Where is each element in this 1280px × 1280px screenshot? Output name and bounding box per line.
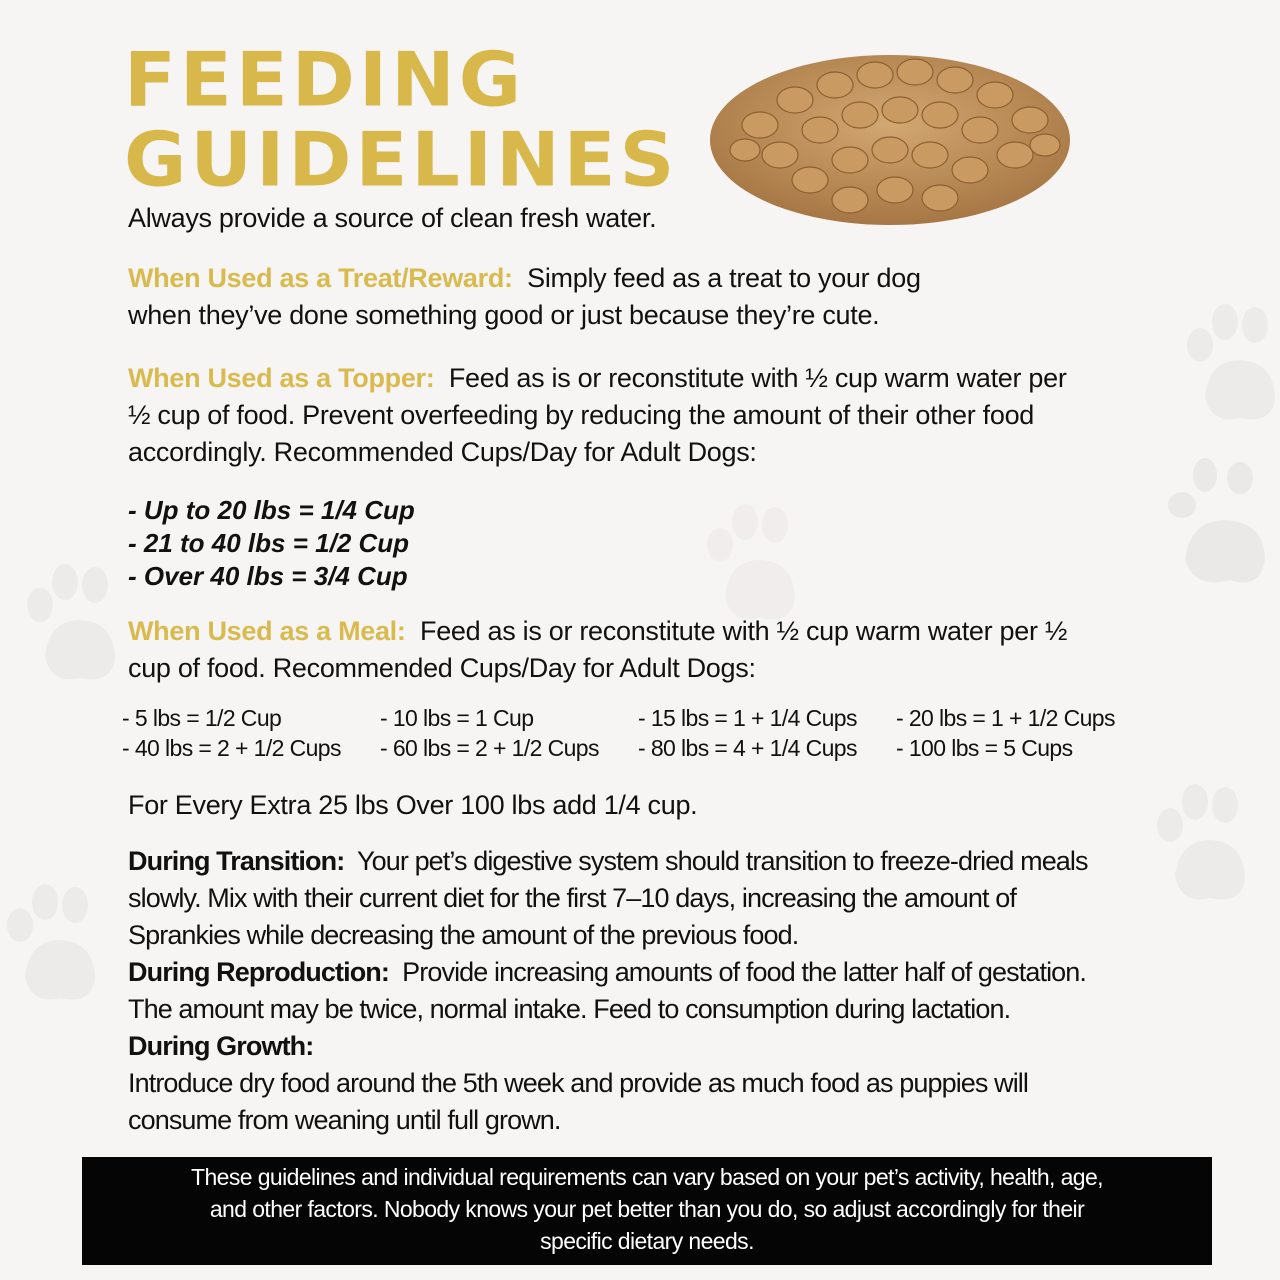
paw-print-icon xyxy=(700,500,810,630)
treat-text: Simply feed as a treat to your dog xyxy=(527,263,921,293)
grid-item: - 5 lbs = 1/2 Cup xyxy=(122,705,282,731)
page-title xyxy=(124,35,679,204)
transition-text-3: Sprankies while decreasing the amount of the previous food. xyxy=(128,920,799,950)
topper-text-3: accordingly. Recommended Cups/Day for Adult Dogs: xyxy=(128,437,757,467)
grid-item: - 20 lbs = 1 + 1/2 Cups xyxy=(896,705,1115,731)
life-stage-section xyxy=(128,843,1088,1139)
meal-amounts-grid xyxy=(122,703,1142,763)
meal-label: When Used as a Meal: xyxy=(128,616,406,646)
list-item: - 21 to 40 lbs = 1/2 Cup xyxy=(128,528,410,558)
disclaimer-box xyxy=(82,1157,1212,1265)
topper-section xyxy=(128,360,1067,471)
topper-list xyxy=(128,494,415,593)
list-item: - Over 40 lbs = 3/4 Cup xyxy=(128,561,408,591)
treat-text-2: when they’ve done something good or just because they’re cute. xyxy=(128,300,880,330)
transition-text-2: slowly. Mix with their current diet for the first 7–10 days, increasing the amount of xyxy=(128,883,1016,913)
meal-text: Feed as is or reconstitute with ½ cup warm water per ½ xyxy=(420,616,1068,646)
treat-label: When Used as a Treat/Reward: xyxy=(128,263,513,293)
water-note: Always provide a source of clean fresh water. xyxy=(128,203,657,233)
meal-section xyxy=(128,613,1067,687)
grid-item: - 100 lbs = 5 Cups xyxy=(896,735,1073,761)
reproduction-label: During Reproduction: xyxy=(128,957,389,987)
growth-text-2: consume from weaning until full grown. xyxy=(128,1105,561,1135)
reproduction-text-2: The amount may be twice, normal intake. Feed to consumption during lactation. xyxy=(128,994,1011,1024)
growth-label: During Growth: xyxy=(128,1031,314,1061)
disclaimer-line-3: specific dietary needs. xyxy=(540,1228,754,1254)
paw-print-icon xyxy=(1180,300,1280,430)
grid-item: - 15 lbs = 1 + 1/4 Cups xyxy=(638,705,857,731)
paw-print-icon xyxy=(0,880,110,1010)
topper-label: When Used as a Topper: xyxy=(128,363,435,393)
list-item: - Up to 20 lbs = 1/4 Cup xyxy=(128,495,415,525)
disclaimer-line-1: These guidelines and individual requirements can vary based on your pet’s activity, health, age, xyxy=(191,1164,1103,1190)
meal-text-2: cup of food. Recommended Cups/Day for Adult Dogs: xyxy=(128,653,756,683)
treat-section xyxy=(128,260,921,334)
grid-item: - 40 lbs = 2 + 1/2 Cups xyxy=(122,735,341,761)
title-line-1: FEEDING xyxy=(124,35,526,123)
paw-print-icon xyxy=(1160,450,1280,590)
kibble-image xyxy=(700,30,1080,230)
title-line-2: GUIDELINES xyxy=(124,116,679,204)
extra-weight-note: For Every Extra 25 lbs Over 100 lbs add 1/4 cup. xyxy=(128,790,698,820)
transition-label: During Transition: xyxy=(128,846,345,876)
grid-item: - 10 lbs = 1 Cup xyxy=(380,705,534,731)
grid-item: - 80 lbs = 4 + 1/4 Cups xyxy=(638,735,857,761)
grid-item: - 60 lbs = 2 + 1/2 Cups xyxy=(380,735,599,761)
transition-text: Your pet’s digestive system should transition to freeze-dried meals xyxy=(357,846,1088,876)
growth-text: Introduce dry food around the 5th week and provide as much food as puppies will xyxy=(128,1068,1029,1098)
paw-print-icon xyxy=(20,560,130,690)
reproduction-text: Provide increasing amounts of food the latter half of gestation. xyxy=(402,957,1087,987)
topper-text-2: ½ cup of food. Prevent overfeeding by reducing the amount of their other food xyxy=(128,400,1035,430)
paw-print-icon xyxy=(1150,780,1260,910)
disclaimer-line-2: and other factors. Nobody knows your pet better than you do, so adjust accordingly for their xyxy=(209,1196,1085,1222)
topper-text: Feed as is or reconstitute with ½ cup warm water per xyxy=(448,363,1067,393)
